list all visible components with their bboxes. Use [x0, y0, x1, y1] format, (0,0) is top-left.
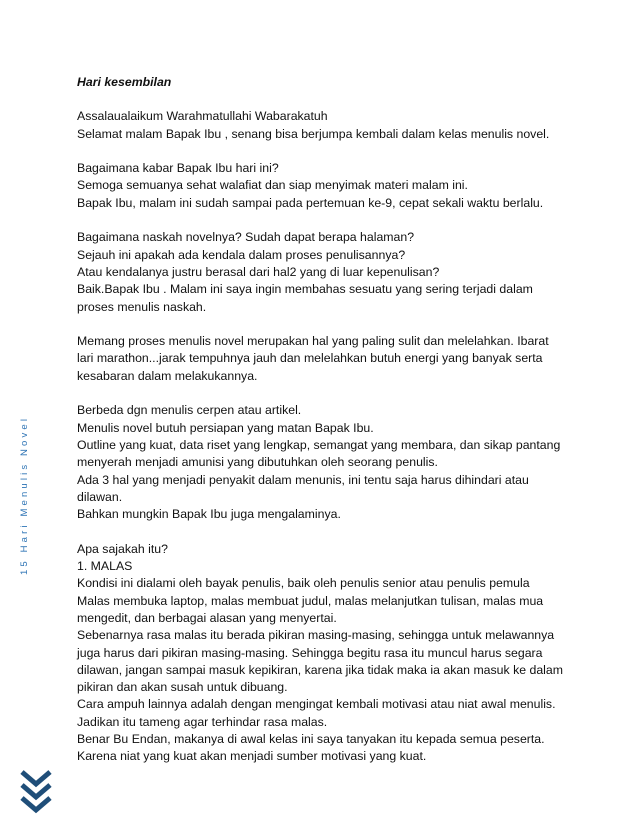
text-line: Bagaimana kabar Bapak Ibu hari ini? [77, 161, 279, 176]
text-line: Baik.Bapak Ibu . Malam ini saya ingin membahas sesuatu yang sering terjadi dalam [77, 282, 533, 297]
day-heading: Hari kesembilan [77, 75, 172, 89]
paragraph [77, 402, 573, 523]
text-line: Sejauh ini apakah ada kendala dalam proses penulisannya? [77, 247, 406, 262]
document-body [77, 74, 573, 766]
text-line: Bahkan mungkin Bapak Ibu juga mengalaminya. [77, 507, 341, 522]
text-line: Karena niat yang kuat akan menjadi sumber motivasi yang kuat. [77, 749, 427, 764]
text-line: proses menulis naskah. [77, 299, 207, 314]
text-line: mengedit, dan berbagai alasan yang menyertai. [77, 610, 337, 625]
text-line: Selamat malam Bapak Ibu , senang bisa berjumpa kembali dalam kelas menulis novel. [77, 126, 550, 141]
text-line: Semoga semuanya sehat walafiat dan siap menyimak materi malam ini. [77, 178, 468, 193]
paragraph [77, 108, 573, 143]
text-line: 1. MALAS [77, 559, 133, 574]
text-line: Atau kendalanya justru berasal dari hal2 yang di luar kepenulisan? [77, 264, 440, 279]
text-line: Cara ampuh lainnya adalah dengan mengingat kembali motivasi atau niat awal menulis. [77, 697, 556, 712]
text-line: menyerah menjadi amunisi yang dibutuhkan oleh seorang penulis. [77, 455, 438, 470]
text-line: Bapak Ibu, malam ini sudah sampai pada pertemuan ke-9, cepat sekali waktu berlalu. [77, 195, 544, 210]
paragraph [77, 160, 573, 212]
text-line: Benar Bu Endan, makanya di awal kelas ini saya tanyakan itu kepada semua peserta. [77, 731, 545, 746]
text-line: Bagaimana naskah novelnya? Sudah dapat berapa halaman? [77, 230, 415, 245]
text-line: Sebenarnya rasa malas itu berada pikiran masing-masing, sehingga untuk melawannya [77, 628, 555, 643]
vertical-book-title: 15 Hari Menulis Novel [19, 415, 30, 575]
text-line: Memang proses menulis novel merupakan hal yang paling sulit dan melelahkan. Ibarat [77, 334, 549, 349]
text-line: Assalaualaikum Warahmatullahi Wabarakatuh [77, 109, 328, 124]
text-line: dilawan, jangan sampai masuk kepikiran, karena jika tidak maka ia akan masuk ke dalam [77, 662, 563, 677]
double-chevron-down-icon [19, 768, 53, 814]
text-line: pikiran dan akan susah untuk dibuang. [77, 680, 288, 695]
text-line: Jadikan itu tameng agar terhindar rasa malas. [77, 714, 328, 729]
text-line: juga harus dari pikiran masing-masing. Sehingga begitu rasa itu muncul harus segara [77, 645, 543, 660]
paragraph [77, 541, 573, 766]
text-line: Menulis novel butuh persiapan yang matan Bapak Ibu. [77, 420, 374, 435]
text-line: Outline yang kuat, data riset yang lengkap, semangat yang membara, dan sikap pantang [77, 437, 561, 452]
paragraph [77, 333, 573, 385]
text-line: dilawan. [77, 489, 123, 504]
text-line: Malas membuka laptop, malas membuat judul, malas melanjutkan tulisan, malas mua [77, 593, 544, 608]
text-line: Ada 3 hal yang menjadi penyakit dalam menunis, ini tentu saja harus dihindari atau [77, 472, 529, 487]
paragraph [77, 229, 573, 315]
text-line: Kondisi ini dialami oleh bayak penulis, baik oleh penulis senior atau penulis pemula [77, 576, 530, 591]
text-line: Berbeda dgn menulis cerpen atau artikel. [77, 403, 302, 418]
text-line: lari marathon...jarak tempuhnya jauh dan melelahkan butuh energi yang banyak serta [77, 351, 543, 366]
text-line: kesabaran dalam melakukannya. [77, 368, 258, 383]
text-line: Apa sajakah itu? [77, 541, 168, 556]
